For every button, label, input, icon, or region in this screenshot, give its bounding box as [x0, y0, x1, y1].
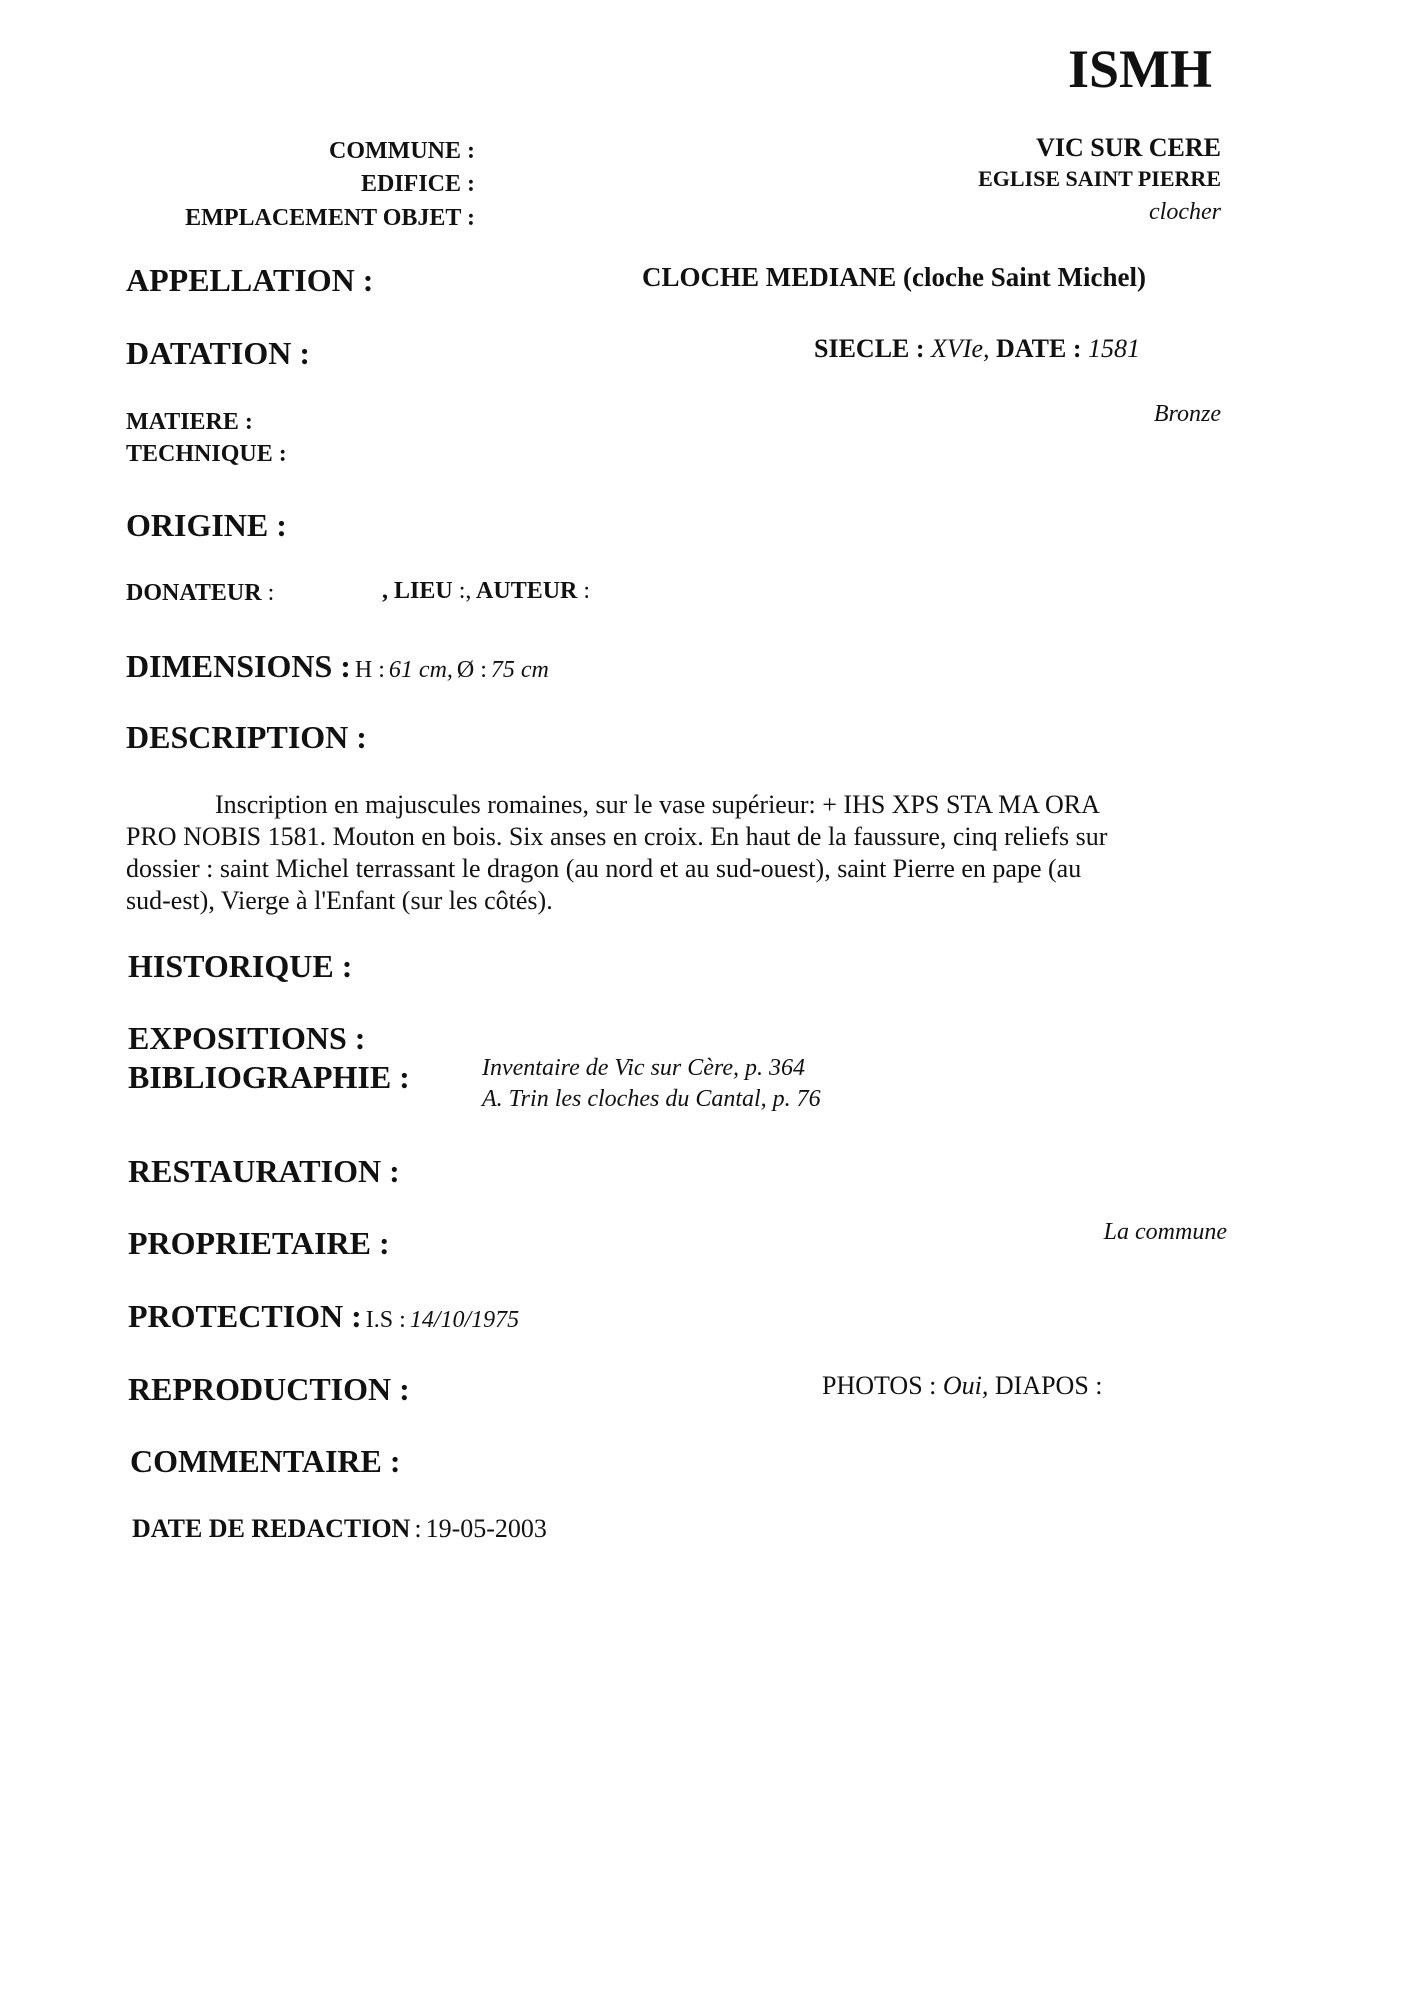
emplacement-label: EMPLACEMENT OBJET :	[185, 205, 475, 231]
datation-label: DATATION :	[126, 335, 310, 371]
diameter-value: 75 cm	[490, 657, 549, 683]
date-label: DATE :	[996, 334, 1082, 363]
expositions-label: EXPOSITIONS :	[128, 1020, 366, 1056]
lieu-auteur-line	[382, 578, 590, 605]
historique-label: HISTORIQUE :	[128, 948, 353, 984]
siecle-label: SIECLE :	[814, 334, 925, 363]
description-label: DESCRIPTION :	[126, 719, 367, 755]
siecle-value: XVIe,	[931, 334, 990, 363]
description-line-1: Inscription en majuscules romaines, sur le vase supérieur: + IHS XPS STA MA ORA	[215, 790, 1100, 819]
matiere-label: MATIERE :	[126, 409, 253, 435]
origine-label: ORIGINE :	[126, 507, 287, 543]
bibliography-entry-2: A. Trin les cloches du Cantal, p. 76	[482, 1086, 821, 1112]
redaction-label: DATE DE REDACTION	[132, 1514, 411, 1543]
auteur-colon: :	[583, 578, 591, 604]
dimensions-line	[126, 648, 549, 685]
datation-value	[814, 334, 1140, 364]
emplacement-value: clocher	[1149, 199, 1221, 225]
description-line-2: PRO NOBIS 1581. Mouton en bois. Six anses en croix. En haut de la faussure, cinq reliefs sur	[126, 822, 1108, 851]
height-value: 61 cm,	[388, 657, 453, 683]
appellation-value: CLOCHE MEDIANE (cloche Saint Michel)	[642, 262, 1146, 292]
protection-type: I.S :	[365, 1307, 406, 1333]
restauration-label: RESTAURATION :	[128, 1153, 400, 1189]
matiere-value: Bronze	[1153, 401, 1221, 427]
lieu-label: , LIEU	[382, 578, 453, 604]
description-line-4: sud-est), Vierge à l'Enfant (sur les côtés).	[126, 886, 553, 915]
donateur-colon: :	[267, 580, 275, 606]
commentaire-label: COMMENTAIRE :	[130, 1443, 401, 1479]
auteur-label: AUTEUR	[476, 578, 578, 604]
proprietaire-value: La commune	[1103, 1219, 1227, 1245]
proprietaire-label: PROPRIETAIRE :	[128, 1225, 390, 1261]
technique-label: TECHNIQUE :	[126, 441, 287, 467]
dimensions-label: DIMENSIONS :	[126, 648, 351, 684]
commune-value: VIC SUR CERE	[1036, 133, 1221, 162]
commune-label: COMMUNE :	[329, 138, 475, 164]
protection-label: PROTECTION :	[128, 1298, 362, 1334]
appellation-label: APPELLATION :	[126, 262, 374, 298]
protection-line	[128, 1298, 519, 1335]
date-value: 1581	[1087, 334, 1140, 363]
edifice-label: EDIFICE :	[360, 171, 475, 197]
reproduction-label: REPRODUCTION :	[128, 1371, 410, 1407]
edifice-value: EGLISE SAINT PIERRE	[978, 166, 1221, 191]
donateur-label: DONATEUR	[126, 580, 262, 606]
lieu-colon: :,	[458, 578, 472, 604]
photos-value: Oui,	[942, 1371, 989, 1400]
redaction-line	[132, 1514, 547, 1544]
protection-date: 14/10/1975	[409, 1307, 520, 1333]
diameter-label: Ø :	[456, 657, 487, 683]
description-line-3: dossier : saint Michel terrassant le dragon (au nord et au sud-ouest), saint Pierre en pape (au	[126, 854, 1082, 883]
bibliography-entry-1: Inventaire de Vic sur Cère, p. 364	[482, 1055, 806, 1081]
reproduction-values	[822, 1371, 1103, 1401]
donateur-line	[126, 580, 274, 607]
document-title: ISMH	[1068, 39, 1213, 99]
photos-label: PHOTOS :	[822, 1371, 937, 1400]
diapos-label: DIAPOS :	[994, 1371, 1103, 1400]
height-label: H :	[354, 657, 385, 683]
redaction-colon: :	[414, 1514, 422, 1543]
bibliographie-label: BIBLIOGRAPHIE :	[128, 1059, 410, 1095]
redaction-value: 19-05-2003	[425, 1514, 547, 1543]
